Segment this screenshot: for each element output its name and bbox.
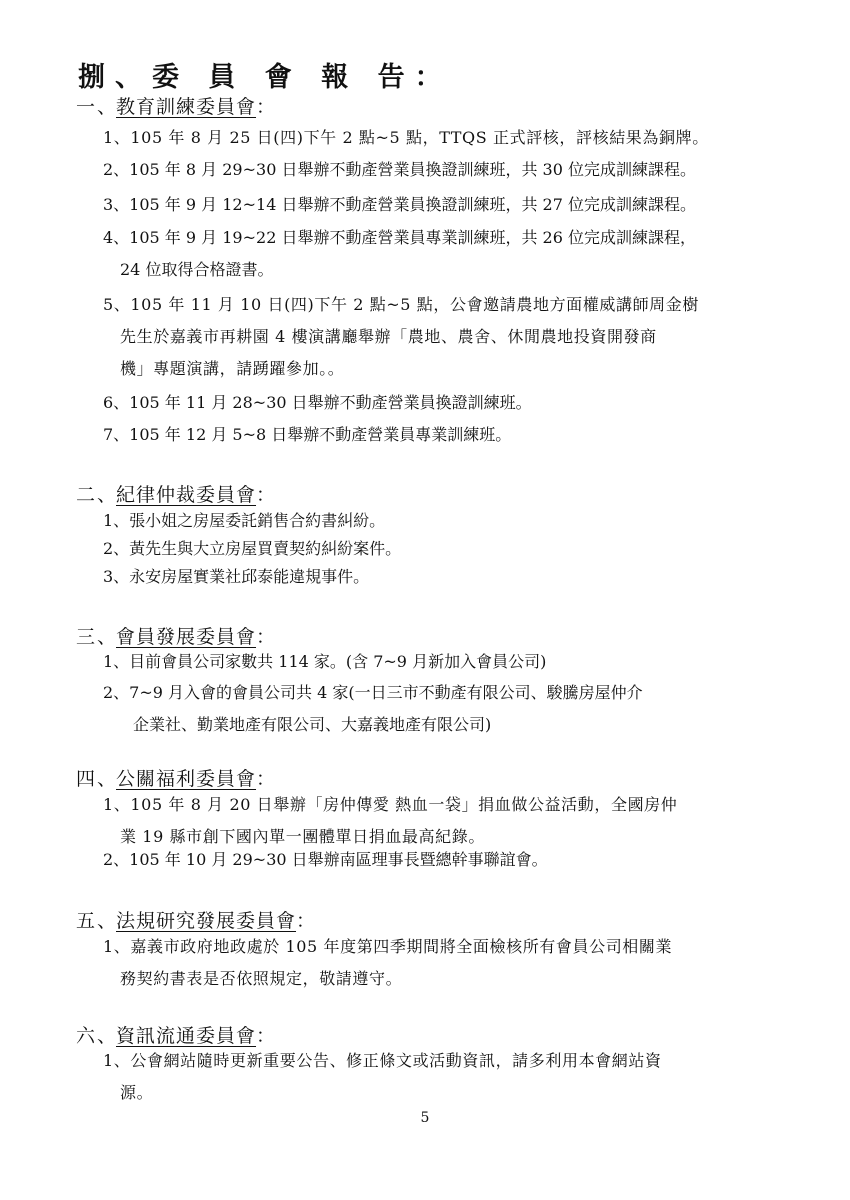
section-number: 一、: [76, 96, 119, 118]
list-item: 2、黃先生與大立房屋買賣契約糾紛案件。: [103, 539, 402, 558]
section-colon: ：: [256, 96, 276, 118]
list-item: 2、105 年 8 月 29~30 日舉辦不動產營業員換證訓練班，共 30 位完成訓練課程。: [103, 160, 696, 179]
list-item: 1、嘉義市政府地政處於 105 年度第四季期間將全面檢核所有會員公司相關業 務契約書表是否依照規定，敬請遵守。: [103, 937, 673, 988]
list-item: 1、公會網站隨時更新重要公告、修正條文或活動資訊，請多利用本會網站資 源。: [103, 1051, 662, 1102]
report-title: 捌、委 員 會 報 告：: [78, 62, 452, 93]
section-heading: [76, 622, 275, 649]
section-colon: ：: [296, 910, 316, 932]
list-item: 6、105 年 11 月 28~30 日舉辦不動產營業員換證訓練班。: [103, 393, 532, 412]
section-number: 五、: [76, 910, 119, 932]
list-item: 5、105 年 11 月 10 日(四)下午 2 點~5 點，公會邀請農地方面權威講師周金樹 先生於嘉義市再耕園 4 樓演講廳舉辦「農地、農舍、休閒農地投資開發商 機」專題演講，請踴躍參加。。: [103, 295, 699, 378]
section-heading: [76, 1021, 275, 1048]
section-name: 會員發展委員會: [116, 626, 257, 648]
section-heading: [76, 480, 275, 507]
section-colon: ：: [256, 626, 276, 648]
list-item: 3、永安房屋實業社邱泰能違規事件。: [103, 567, 370, 586]
section-name: 法規研究發展委員會: [116, 910, 297, 932]
section-name: 資訊流通委員會: [116, 1025, 257, 1047]
section-number: 二、: [76, 484, 119, 506]
section-number: 六、: [76, 1025, 119, 1047]
list-item: 1、目前會員公司家數共 114 家。(含 7~9 月新加入會員公司): [103, 652, 547, 671]
list-item: 1、張小姐之房屋委託銷售合約書糾紛。: [103, 511, 386, 530]
list-item: 2、7~9 月入會的會員公司共 4 家(一日三市不動產有限公司、駿騰房屋仲介 企業社、勤業地產有限公司、大嘉義地產有限公司): [103, 683, 643, 734]
list-item: 1、105 年 8 月 25 日(四)下午 2 點~5 點，TTQS 正式評核，評核結果為銅牌。: [103, 128, 709, 147]
list-item: 2、105 年 10 月 29~30 日舉辦南區理事長暨總幹事聯誼會。: [103, 850, 548, 869]
section-name: 公關福利委員會: [116, 768, 257, 790]
page-number: 5: [420, 1110, 430, 1126]
section-heading: [76, 764, 275, 791]
section-heading: [76, 906, 315, 933]
section-colon: ：: [256, 768, 276, 790]
section-number: 四、: [76, 768, 119, 790]
list-item: 7、105 年 12 月 5~8 日舉辦不動產營業員專業訓練班。: [103, 425, 512, 444]
section-colon: ：: [256, 1025, 276, 1047]
list-item: 4、105 年 9 月 19~22 日舉辦不動產營業員專業訓練班，共 26 位完成訓練課程， 24 位取得合格證書。: [103, 228, 696, 279]
section-heading: [76, 92, 275, 119]
list-item: 3、105 年 9 月 12~14 日舉辦不動產營業員換證訓練班，共 27 位完成訓練課程。: [103, 195, 696, 214]
section-name: 教育訓練委員會: [116, 96, 257, 118]
section-colon: ：: [256, 484, 276, 506]
section-number: 三、: [76, 626, 119, 648]
list-item: 1、105 年 8 月 20 日舉辦「房仲傳愛 熱血一袋」捐血做公益活動，全國房仲 業 19 縣市創下國內單一團體單日捐血最高紀錄。: [103, 795, 678, 846]
section-name: 紀律仲裁委員會: [116, 484, 257, 506]
